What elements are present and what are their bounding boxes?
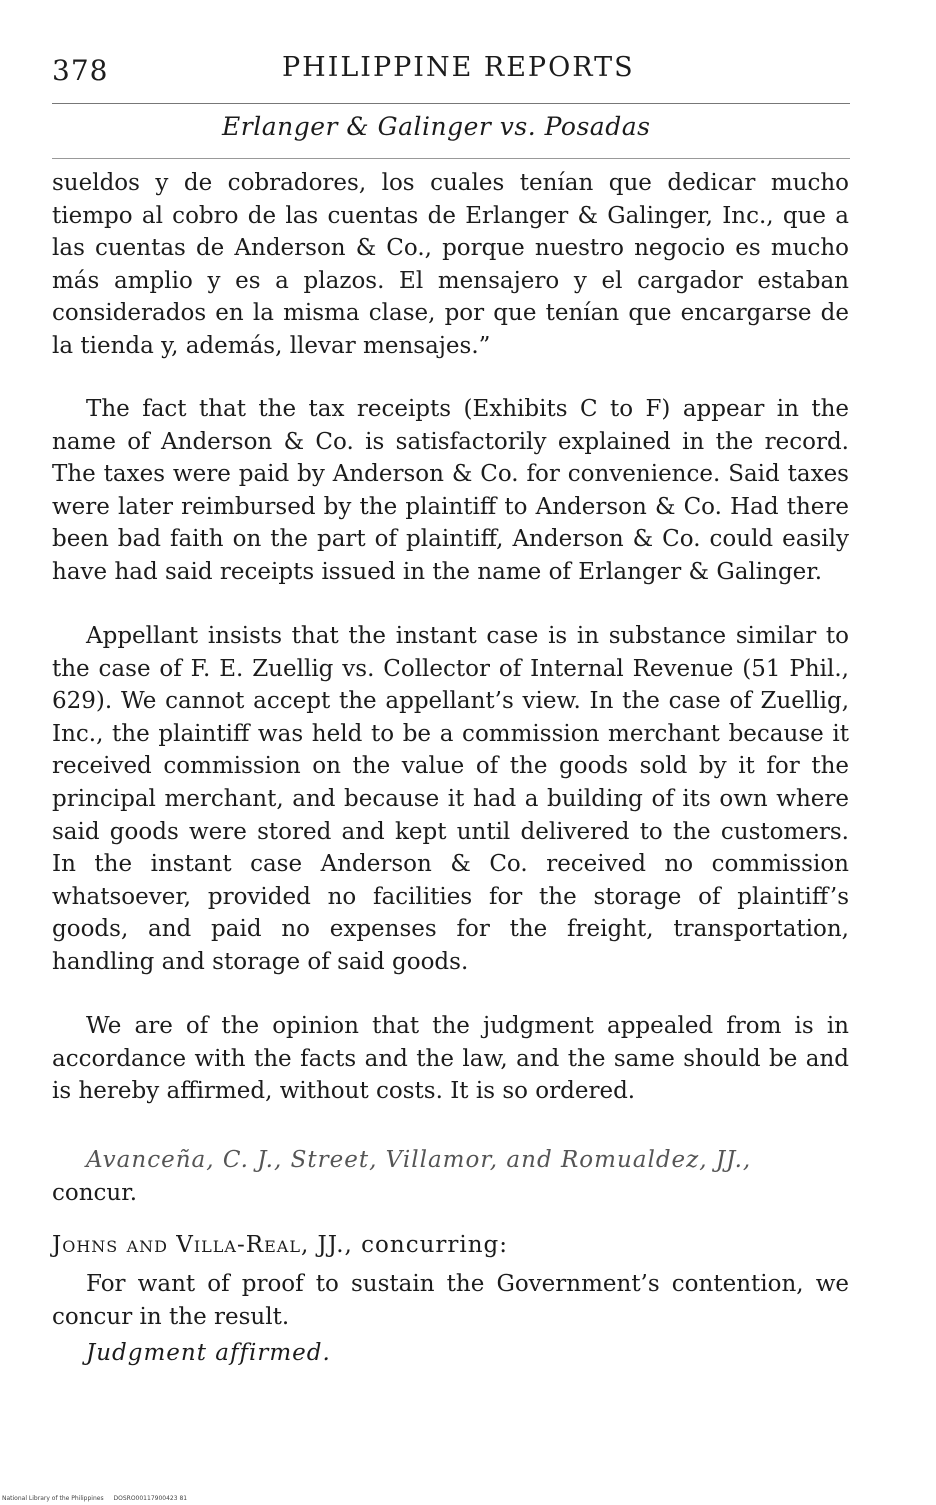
concurring-judges: Avanceña, C. J., Street, Villamor, and Romualdez, JJ., bbox=[86, 1147, 752, 1173]
running-title: PHILIPPINE REPORTS bbox=[282, 52, 635, 83]
paragraph-appellant bbox=[52, 620, 849, 979]
judgment-line: Judgment affirmed. bbox=[86, 1340, 331, 1366]
footer-library: National Library of the Philippines bbox=[2, 1495, 104, 1502]
paragraph-opinion bbox=[52, 1010, 849, 1108]
concurrence bbox=[52, 1144, 849, 1209]
concurring-label: concurring: bbox=[361, 1232, 509, 1258]
page-header bbox=[52, 50, 852, 100]
paragraph-3: Appellant insists that the instant case is in substance similar to the case of F. E. Zuellig vs. Collector of Internal Revenue (51 Phil., 629). We cannot accept the appellant’s view. In the case of Zuellig, Inc., the plaintiff was held to be a commission merchant because it received commission on the value of the goods sold by it for the principal merchant, and because it had a building of its own where said goods were stored and kept until delivered to the customers. In the instant case Anderson & Co. received no commission whatsoever, provided no facilities for the storage of plaintiff’s goods, and paid no expenses for the freight, transportation, handling and storage of said goods. bbox=[52, 623, 849, 975]
paragraph-1: sueldos y de cobradores, los cuales tenían que dedicar mucho tiempo al cobro de las cuentas de Erlanger & Galinger, Inc., que a las cuentas de Anderson & Co., porque nuestro negocio es mucho más amplio y es a plazos. El mensajero y el cargador estaban considerados en la misma clase, por que tenían que encargarse de la tienda y, además, llevar mensajes.” bbox=[52, 170, 849, 359]
concurring-text: For want of proof to sustain the Government’s contention, we concur in the result. bbox=[52, 1271, 849, 1330]
paragraph-2: The fact that the tax receipts (Exhibits C to F) appear in the name of Anderson & Co. is satisfactorily explained in the record. The taxes were paid by Anderson & Co. for convenience. Said taxes were later reimbursed by the plaintiff to Anderson & Co. Had there been bad faith on the part of plaintiff, Anderson & Co. could easily have had said receipts issued in the name of Erlanger & Galinger. bbox=[52, 396, 849, 585]
page-number: 378 bbox=[52, 54, 109, 87]
paragraph-spanish-quote bbox=[52, 167, 849, 363]
concur-word: concur. bbox=[52, 1179, 138, 1206]
header-rule-top bbox=[52, 103, 850, 104]
paragraph-4: We are of the opinion that the judgment appealed from is in accordance with the facts and the law, and the same should be and is hereby affirmed, without costs. It is so ordered. bbox=[52, 1013, 849, 1105]
scan-footer bbox=[2, 1495, 187, 1502]
concurring-justices: Johns and Villa-Real, JJ., bbox=[52, 1232, 353, 1258]
case-title: Erlanger & Galinger vs. Posadas bbox=[222, 112, 651, 141]
concurring-heading bbox=[52, 1232, 508, 1258]
footer-doc-id: DOSRO00117900423 81 bbox=[113, 1495, 188, 1502]
header-rule-bottom bbox=[52, 158, 850, 159]
concurring-opinion bbox=[52, 1268, 849, 1333]
paragraph-tax-receipts bbox=[52, 393, 849, 589]
